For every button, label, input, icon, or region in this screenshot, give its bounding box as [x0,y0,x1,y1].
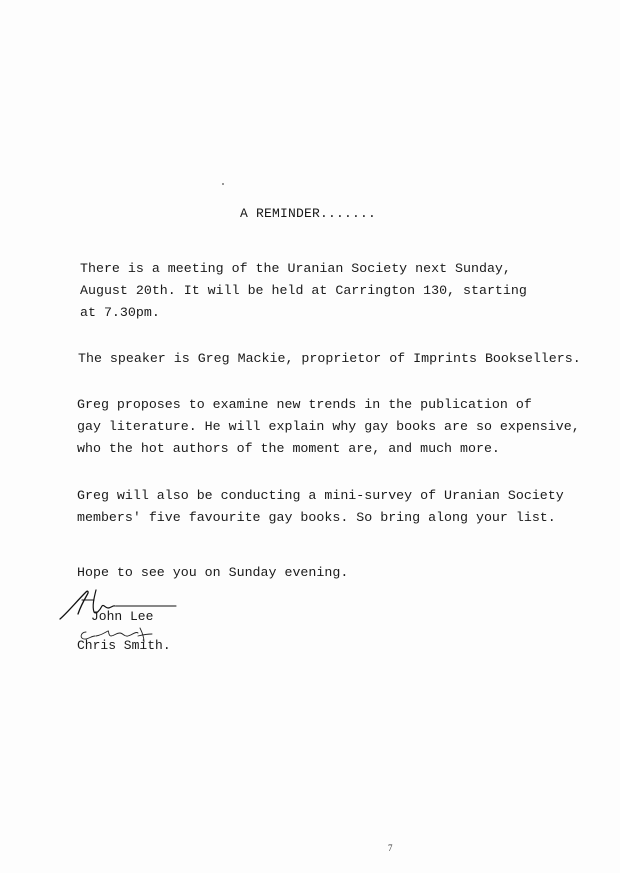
paragraph-closing [77,562,348,584]
paragraph-speaker [78,348,581,370]
text-line: August 20th. It will be held at Carrington 130, starting [80,283,527,298]
paragraph-topic [77,394,580,460]
text-line: members' five favourite gay books. So bring along your list. [77,510,556,525]
reminder-heading: A REMINDER....... [240,206,377,221]
text-line: gay literature. He will explain why gay books are so expensive, [77,419,580,434]
paragraph-survey [77,485,564,529]
text-line: Greg proposes to examine new trends in the publication of [77,397,532,412]
text-line: The speaker is Greg Mackie, proprietor of Imprints Booksellers. [78,351,581,366]
text-line: There is a meeting of the Uranian Society next Sunday, [80,261,511,276]
paper-speck [222,183,224,185]
text-line: Hope to see you on Sunday evening. [77,565,349,580]
signatory-john-lee: John Lee [91,609,154,624]
paragraph-meeting-details [80,258,527,324]
text-line: who the hot authors of the moment are, and much more. [77,441,500,456]
signatory-chris-smith: Chris Smith. [77,638,171,653]
text-line: at 7.30pm. [80,305,160,320]
text-line: Greg will also be conducting a mini-survey of Uranian Society [77,488,564,503]
page-number: 7 [388,843,393,853]
